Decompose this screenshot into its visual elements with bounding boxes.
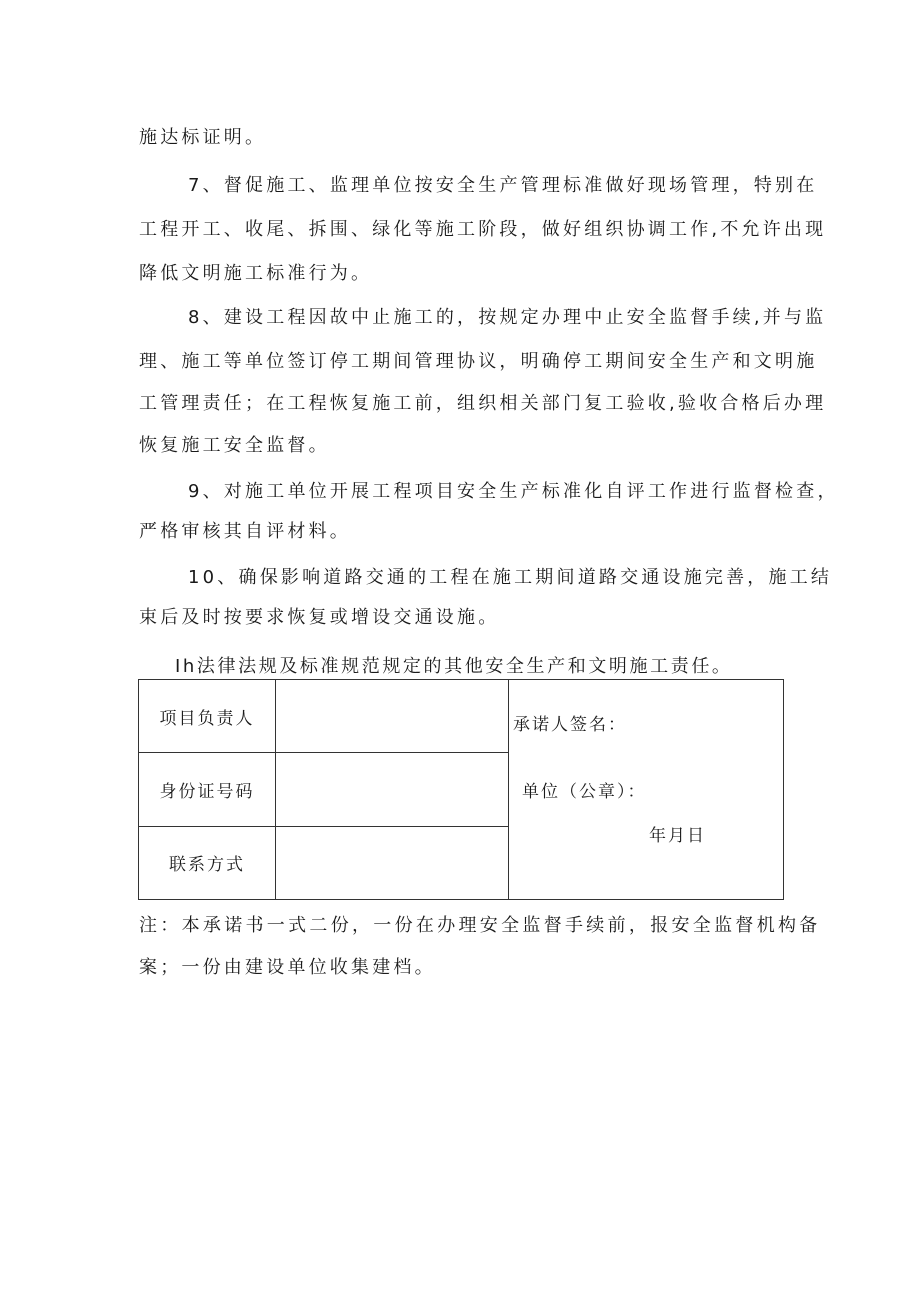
- paragraph-11: Ih法律法规及标准规范规定的其他安全生产和文明施工责任。: [175, 656, 733, 677]
- date-label: 年月日: [649, 826, 706, 846]
- paragraph-7-line-1: 7、督促施工、监理单位按安全生产管理标准做好现场管理，特别在: [188, 175, 818, 196]
- project-leader-field[interactable]: [276, 680, 509, 753]
- note-line-2: 案；一份由建设单位收集建档。: [139, 957, 436, 978]
- signature-label: 承诺人签名：: [513, 715, 627, 735]
- paragraph-10-line-2: 束后及时按要求恢复或增设交通设施。: [139, 607, 500, 628]
- signature-cell[interactable]: [509, 680, 784, 900]
- paragraph-8-line-4: 恢复施工安全监督。: [139, 435, 330, 456]
- project-leader-label: 项目负责人: [139, 680, 276, 753]
- id-number-label: 身份证号码: [139, 753, 276, 826]
- paragraph-8-line-1: 8、建设工程因故中止施工的，按规定办理中止安全监督手续,并与监: [188, 307, 827, 328]
- paragraph-7-line-2: 工程开工、收尾、拆围、绿化等施工阶段，做好组织协调工作,不允许出现: [139, 219, 827, 240]
- paragraph-9-line-2: 严格审核其自评材料。: [139, 521, 351, 542]
- signature-table: [138, 679, 784, 900]
- paragraph-6-end: 施达标证明。: [139, 127, 267, 148]
- paragraph-8-line-3: 工管理责任；在工程恢复施工前，组织相关部门复工验收,验收合格后办理: [139, 393, 827, 414]
- contact-field[interactable]: [276, 826, 509, 899]
- id-number-field[interactable]: [276, 753, 509, 826]
- unit-seal-label: 单位（公章）：: [522, 782, 647, 802]
- table-row: [139, 680, 784, 753]
- paragraph-10-line-1: 10、确保影响道路交通的工程在施工期间道路交通设施完善，施工结: [188, 567, 833, 588]
- paragraph-8-line-2: 理、施工等单位签订停工期间管理协议，明确停工期间安全生产和文明施: [139, 351, 818, 372]
- note-line-1: 注：本承诺书一式二份，一份在办理安全监督手续前，报安全监督机构备: [139, 915, 821, 936]
- paragraph-7-line-3: 降低文明施工标准行为。: [139, 263, 373, 284]
- contact-label: 联系方式: [139, 826, 276, 899]
- paragraph-9-line-1: 9、对施工单位开展工程项目安全生产标准化自评工作进行监督检查，: [188, 481, 839, 502]
